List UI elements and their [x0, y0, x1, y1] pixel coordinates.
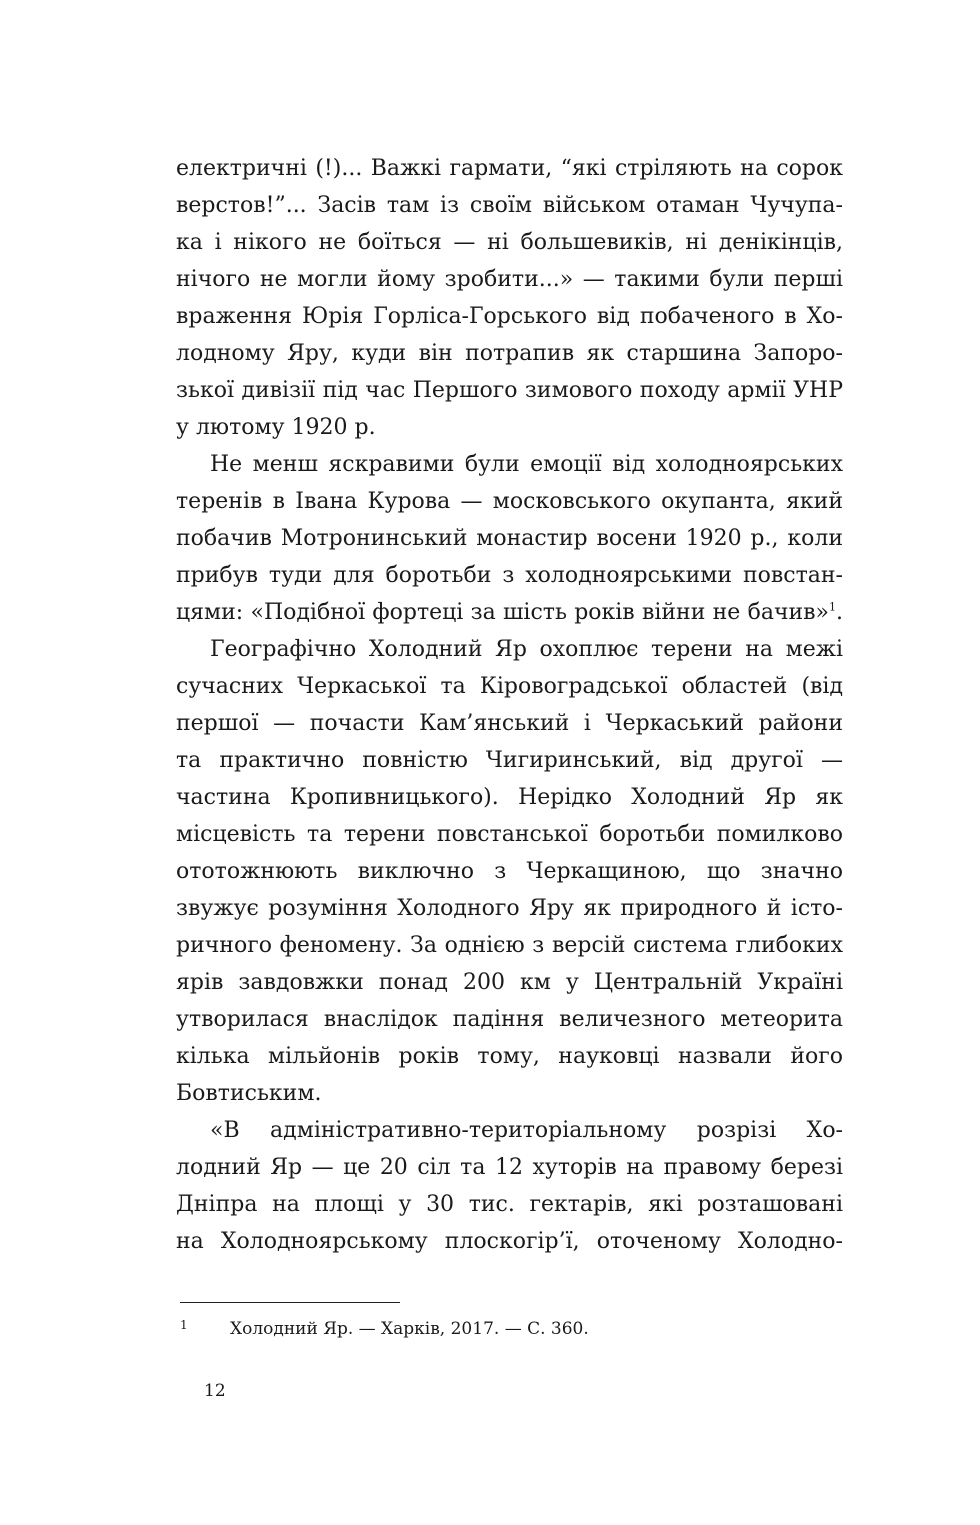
- footnote-divider: [180, 1302, 400, 1303]
- footnote-reference[interactable]: 1: [829, 600, 836, 614]
- text-line: прибув туди для боротьби з холодноярськими повстан-: [176, 563, 843, 588]
- text-line: теренів в Івана Курова — московського окупанта, який: [176, 489, 843, 514]
- text-line: ототожнюють виключно з Черкащиною, що значно: [176, 859, 843, 884]
- text-line: верстов!”... Засів там із своїм військом отаман Чучупа-: [176, 193, 843, 218]
- text-line: лодному Яру, куди він потрапив як старшина Запоро-: [176, 341, 843, 366]
- text-line: «В адміністративно-територіальному розрізі Хо-: [210, 1118, 843, 1143]
- text-line: ярів завдовжки понад 200 км у Центральній Україні: [176, 970, 843, 995]
- text-line: лодний Яр — це 20 сіл та 12 хуторів на правому березі: [176, 1155, 843, 1180]
- text-line: у лютому 1920 р.: [176, 415, 376, 440]
- text-line: ричного феномену. За однією з версій система глибоких: [176, 933, 843, 958]
- text-line: побачив Мотронинський монастир восени 1920 р., коли: [176, 526, 843, 551]
- text-line: [176, 594, 843, 631]
- text-line: Бовтиським.: [176, 1081, 322, 1106]
- text-line: кілька мільйонів років тому, науковці назвали його: [176, 1044, 843, 1069]
- text-line: Дніпра на площі у 30 тис. гектарів, які розташовані: [176, 1192, 843, 1217]
- footnote-mark: 1: [180, 1318, 188, 1332]
- page-number: 12: [204, 1381, 226, 1401]
- text-line: місцевість та терени повстанської боротьби помилково: [176, 822, 843, 847]
- text-line: частина Кропивницького). Нерідко Холодний Яр як: [176, 785, 843, 810]
- text-line: першої — почасти Кам’янський і Черкаський райони: [176, 711, 843, 736]
- text-line: зької дивізії під час Першого зимового походу армії УНР: [176, 378, 843, 403]
- text-line: Географічно Холодний Яр охоплює терени на межі: [210, 637, 843, 662]
- text-line: електричні (!)... Важкі гармати, “які стріляють на сорок: [176, 156, 843, 181]
- text-line-main: цями: «Подібної фортеці за шість років війни не бачив»: [176, 600, 829, 625]
- text-line: Не менш яскравими були емоції від холодноярських: [210, 452, 843, 477]
- footnote-text: Холодний Яр. — Харків, 2017. — С. 360.: [230, 1319, 589, 1339]
- text-line: утворилася внаслідок падіння величезного метеорита: [176, 1007, 843, 1032]
- text-line: ка і нікого не боїться — ні большевиків, ні денікінців,: [176, 230, 843, 255]
- text-line: враження Юрія Горліса-Горського від побаченого в Хо-: [176, 304, 843, 329]
- text-line: звужує розуміння Холодного Яру як природного й істо-: [176, 896, 843, 921]
- text-line-end: .: [836, 600, 843, 625]
- text-line: нічого не могли йому зробити...» — такими були перші: [176, 267, 843, 292]
- body-text: [176, 150, 843, 1260]
- footnote: [180, 1316, 780, 1342]
- text-line: на Холодноярському плоскогір’ї, оточеному Холодно-: [176, 1229, 843, 1254]
- text-line: та практично повністю Чигиринський, від другої —: [176, 748, 843, 773]
- text-line: сучасних Черкаської та Кіровоградської областей (від: [176, 674, 843, 699]
